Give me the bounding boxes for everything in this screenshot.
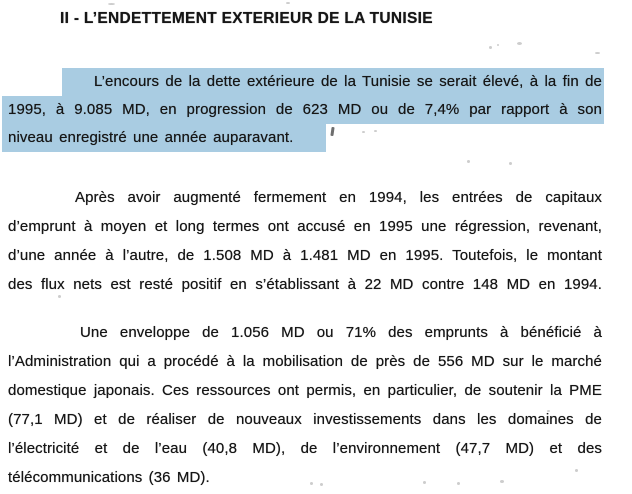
text-line — [8, 405, 602, 434]
line-text: Après avoir augmenté fermement en 1994, les entrées de capitaux — [75, 189, 602, 206]
scan-artifact — [58, 295, 61, 298]
scan-artifact — [374, 130, 377, 132]
paragraph-capital-inflows — [8, 183, 602, 299]
scan-artifact — [286, 2, 290, 4]
line-text: Une enveloppe de 1.056 MD ou 71% des emprunts à bénéficié à — [80, 324, 602, 341]
scan-artifact — [489, 46, 492, 49]
line-text: d’une année à l’autre, de 1.508 MD à 1.481 MD en 1995. Toutefois, le montant — [8, 247, 602, 264]
text-line — [8, 183, 602, 212]
line-text: l’Administration qui a procédé à la mobilisation de près de 556 MD sur le marché — [8, 353, 602, 370]
scan-artifact — [517, 42, 522, 45]
line-text: niveau enregistré une année auparavant. — [8, 129, 294, 146]
line-text: télécommunications (36 MD). — [8, 469, 210, 486]
text-line — [8, 463, 602, 492]
scan-artifact — [423, 481, 426, 484]
line-text: domestique japonais. Ces ressources ont permis, en particulier, de soutenir la PME — [8, 382, 602, 399]
text-line — [8, 241, 602, 270]
scan-artifact — [595, 52, 600, 54]
paragraph-loan-allocation — [8, 318, 602, 492]
text-line — [8, 347, 602, 376]
scan-artifact — [320, 483, 323, 486]
line-text: L’encours de la dette extérieure de la Tunisie se serait élevé, à la fin de — [94, 73, 602, 90]
scan-artifact — [575, 469, 578, 472]
text-line — [8, 376, 602, 405]
text-line — [8, 96, 602, 124]
scan-artifact — [500, 480, 504, 483]
line-text: 1995, à 9.085 MD, en progression de 623 MD ou de 7,4% par rapport à son — [8, 101, 602, 118]
scan-artifact — [509, 162, 512, 165]
scan-artifact — [457, 482, 460, 485]
line-text: l’électricité et de l’eau (40,8 MD), de l’environnement (47,7 MD) et des — [8, 440, 602, 457]
text-line — [8, 318, 602, 347]
line-text: d’emprunt à moyen et long termes ont accusé en 1995 une régression, revenant, — [8, 218, 602, 235]
line-text: (77,1 MD) et de réaliser de nouveaux investissements dans les domaines de — [8, 411, 602, 428]
text-line — [8, 434, 602, 463]
scan-artifact — [108, 3, 115, 5]
paragraph-highlighted — [8, 68, 602, 152]
section-title: II - L’ENDETTEMENT EXTERIEUR DE LA TUNISIE — [60, 10, 433, 27]
scan-artifact — [310, 482, 313, 485]
text-line — [8, 212, 602, 241]
scan-artifact — [362, 131, 365, 133]
scan-artifact — [497, 44, 499, 46]
text-line — [8, 270, 602, 299]
line-text: des flux nets est resté positif en s’établissant à 22 MD contre 148 MD en 1994. — [8, 276, 602, 293]
text-line — [8, 68, 602, 96]
text-line — [8, 124, 602, 152]
scan-artifact — [467, 160, 470, 163]
